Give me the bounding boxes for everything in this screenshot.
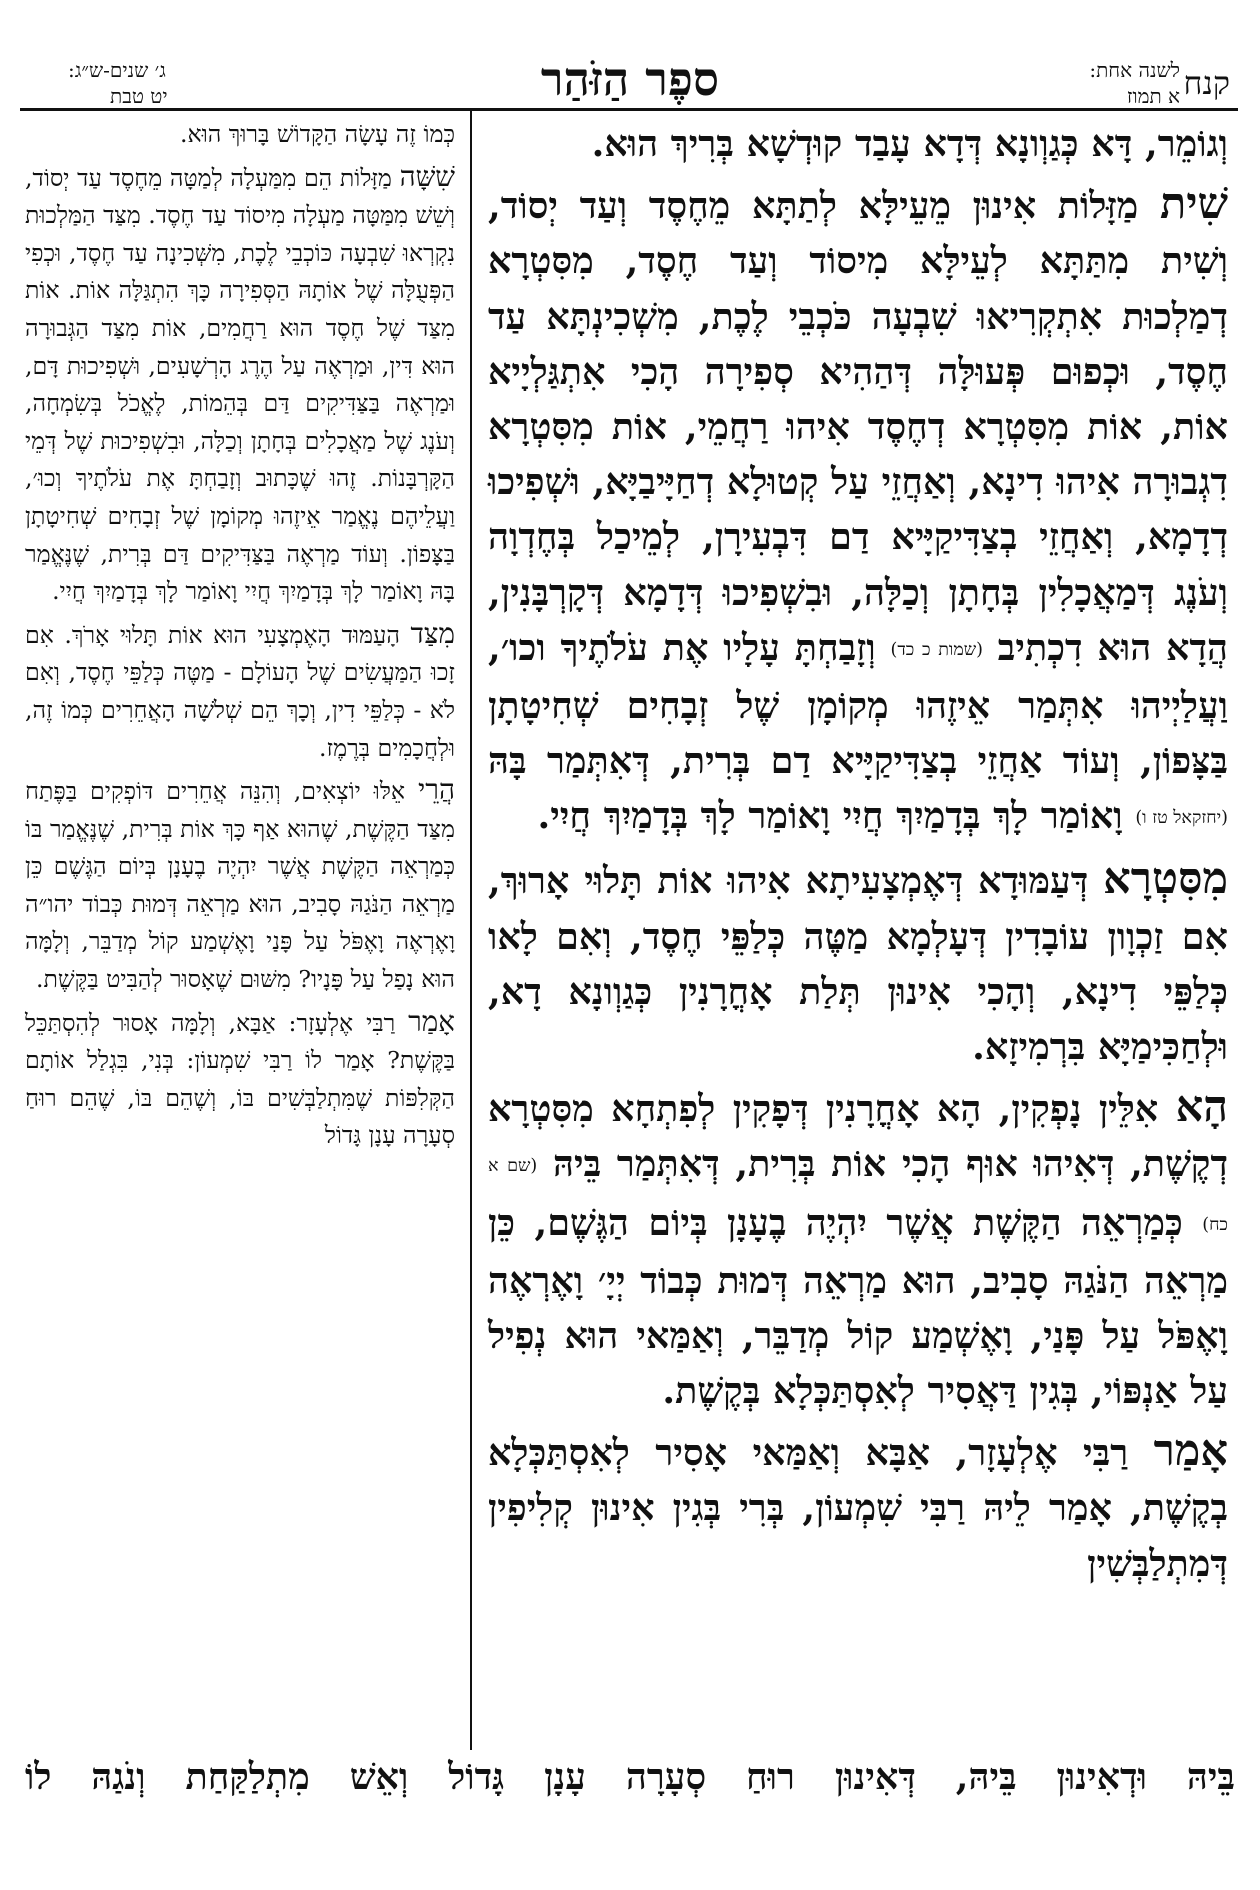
scripture-citation: (שם א כח) bbox=[488, 1156, 1228, 1235]
paragraph-lead-word: הֲרֵי bbox=[418, 773, 455, 807]
paragraph-lead-word: שִׁית bbox=[1159, 179, 1228, 230]
header-rule bbox=[20, 108, 1238, 111]
scripture-citation: (שמות כ כד) bbox=[890, 639, 983, 660]
main-paragraph: אָמַר רַבִּי אֶלְעָזָר, אַבָּא וְאַמַּאי אָסִיר לְאִסְתַּכְּלָא בְקֶשֶׁת, אָמַר לֵיהּ רַבִּי שִׁמְעוֹן, בְּרִי בְּגִין אִינוּן קְלִיפִין דְּמִתְלַבְּשִׁין bbox=[488, 1426, 1228, 1585]
main-paragraph: מִסִּטְרָא דְּעַמּוּדָא דְּאֶמְצָעִיתָא אִיהוּ אוֹת תָּלוּי אָרוּךְ, אִם זַכְוָון עוֹבָדִין דְּעָלְמָא מַטֶּה כְּלַפֵּי חֶסֶד, וְאִם לָאו כְּלַפֵּי דִינָא, וְהָכִי אִינוּן תְּלַת אָחֳרָנִין כְּגַוְונָא דָא, וּלְחַכִּימַיָּא בִּרְמִיזָא. bbox=[488, 854, 1228, 1069]
translation-paragraph: מִצַּד הָעַמּוּד הָאֶמְצָעִי הוּא אוֹת תָּלוּי אָרֹךְ. אִם זָכוּ הַמַּעֲשִׂים שֶׁל הָעוֹלָם - מַטֶּה כְּלַפֵּי חֶסֶד, וְאִם לֹא - כְּלַפֵּי דִין, וְכָךְ הֵם שְׁלֹשָׁה הָאֲחֵרִים כְּמוֹ זֶה, וּלְחֲכָמִים בְּרֶמֶז. bbox=[25, 616, 455, 762]
header-cycle-value: יט טבת bbox=[110, 84, 168, 108]
scripture-citation: (יחזקאל טז ו) bbox=[1135, 808, 1228, 829]
translation-paragraph: הֲרֵי אֵלּוּ יוֹצְאִים, וְהִנֵּה אֲחֵרִים דּוֹפְקִים בַּפֶּתַח מִצַּד הַקֶּשֶׁת, שֶׁהוּא אַף כָּךְ אוֹת בְּרִית, שֶׁנֶּאֱמַר בּוֹ כְּמַרְאֵה הַקֶּשֶׁת אֲשֶׁר יִהְיֶה בֶעָנָן בְּיוֹם הַגֶּשֶׁם כֵּן מַרְאֵה הַנֹּגַהּ סָבִיב, הוּא מַרְאֵה דְּמוּת כְּבוֹד יהו״ה וָאֶרְאֶה וָאֶפֹּל עַל פָּנַי וָאֶשְׁמַע קוֹל מְדַבֵּר, וְלָמָּה הוּא נָפַל עַל פָּנָיו? מִשּׁוּם שֶׁאָסוּר לְהַבִּיט בַּקֶּשֶׁת. bbox=[25, 773, 455, 994]
paragraph-lead-word: אָמַר bbox=[1153, 1426, 1228, 1477]
main-paragraph: וְגוֹמֵר, דָּא כְּגַוְונָא דְּדָא עָבַד קוּדְשָׁא בְּרִיךְ הוּא. bbox=[591, 122, 1228, 165]
main-paragraph: שִׁית מַזָּלוֹת אִינוּן מֵעֵילָּא לְתַתָּא מֵחֶסֶד וְעַד יְסוֹד, וְשִׁית מִתַּתָּא לְעֵילָּא מִיסוֹד וְעַד חֶסֶד, מִסִּטְרָא דְמַלְכוּת אִתְקְרִיאוּ שִׁבְעָה כֹּכְבֵי לֶכֶת, מִשְׁכִינְתָּא עַד חֶסֶד, וּכְפוּם פְּעוּלָּה דְּהַהִיא סְפִירָה הָכִי אִתְגַּלְיָיא אוֹת, אוֹת מִסִּטְרָא דְחֶסֶד אִיהוּ רַחֲמֵי, אוֹת מִסִּטְרָא דִגְבוּרָה אִיהוּ דִינָא, וְאַחֲזֵי עַל קְטוּלָא דְחַיָּיבַיָּא, וּשְׁפִיכוּ דְדָמָא, וְאַחֲזֵי בְצַדִּיקַיָּיא דַם דִּבְעִירָן, לְמֵיכַל בְּחֶדְוָה וְעֹנֶג דְּמַאֲכָלִין בְּחָתָן וְכַלָּה, וּבִשְׁפִיכוּ דְּדָמָא דְּקָרְבָּנִין, הֲדָא הוּא דִכְתִיב (שמות כ כד) וְזָבַחְתָּ עָלָיו אֶת עֹלֹתֶיךָ וכו׳, וַעֲלַיְיהוּ אִתְּמַר אֵיזֶהוּ מְקוֹמָן שֶׁל זְבָחִים שְׁחִיטָתָן בַּצָּפוֹן, וְעוֹד אַחֲזֵי בְצַדִּיקַיָּיא דַם בְּרִית, דְּאִתְּמַר בָּהּ (יחזקאל טז ו) וָאוֹמַר לָךְ בְּדָמַיִךְ חֲיִי וָאוֹמַר לָךְ בְּדָמַיִךְ חֲיִי. bbox=[488, 179, 1228, 838]
paragraph-lead-word: הָא bbox=[1175, 1082, 1228, 1133]
main-paragraph: הָא אִלֵּין נָפְקִין, הָא אָחֳרָנִין דְּפָקִין לְפִתְחָא מִסִּטְרָא דְקֶשֶׁת, דְּאִיהוּ אוּף הָכִי אוֹת בְּרִית, דְּאִתְּמַר בֵּיהּ (שם א כח) כְּמַרְאֵה הַקֶּשֶׁת אֲשֶׁר יִהְיֶה בֶעָנָן בְּיוֹם הַגֶּשֶׁם, כֵּן מַרְאֵה הַנֹּגַהּ סָבִיב, הוּא מַרְאֵה דְּמוּת כְּבוֹד יְיָ׳ וָאֶרְאֶה וָאֶפֹּל עַל פָּנַי, וָאֶשְׁמַע קוֹל מְדַבֵּר, וְאַמַּאי הוּא נְפִיל עַל אַנְפּוֹי, בְּגִין דַּאֲסִיר לְאִסְתַּכְּלָא בְּקֶשֶׁת. bbox=[488, 1082, 1228, 1413]
translation-column bbox=[25, 116, 455, 1159]
header-cycle-label: ג׳ שנים-ש״ג: bbox=[68, 58, 166, 82]
paragraph-lead-word: מִצַּד bbox=[410, 616, 455, 650]
column-divider bbox=[470, 110, 472, 1750]
paragraph-lead-word: מִסִּטְרָא bbox=[1103, 854, 1228, 905]
page-number: קנח bbox=[1183, 64, 1230, 102]
book-title: ספֶר הַזֹּהַר bbox=[540, 52, 720, 106]
translation-paragraph: שִׁשָּׁה מַזָּלוֹת הֵם מִמַּעְלָה לְמַטָּה מֵחֶסֶד עַד יְסוֹד, וְשֵׁשׁ מִמַּטָּה מַעְלָה מִיסוֹד עַד חֶסֶד. מִצַּד הַמַּלְכוּת נִקְרְאוּ שִׁבְעָה כּוֹכְבֵי לֶכֶת, מִשְּׁכִינָה עַד חֶסֶד, וּכְפִי הַפְּעֻלָּה שֶׁל אוֹתָהּ הַסְּפִירָה כָּךְ הִתְגַּלָּה אוֹת. אוֹת מִצַּד שֶׁל חֶסֶד הוּא רַחֲמִים, אוֹת מִצַּד הַגְּבוּרָה הוּא דִּין, וּמַרְאֶה עַל הֶרֶג הָרְשָׁעִים, וּשְׁפִיכוּת דָּם, וּמַרְאֶה בַּצַּדִּיקִים דַּם בְּהֵמוֹת, לֶאֱכֹל בְּשִׂמְחָה, וְעֹנֶג שֶׁל מַאֲכָלִים בְּחָתָן וְכַלָּה, וּבִשְׁפִיכוּת שֶׁל דְּמֵי הַקָּרְבָּנוֹת. זֶהוּ שֶׁכָּתוּב וְזָבַחְתָּ אֶת עֹלֹתֶיךָ וְכוּ׳, וַעֲלֵיהֶם נֶאֱמַר אֵיזֶהוּ מְקוֹמָן שֶׁל זְבָחִים שְׁחִיטָתָן בַּצָּפוֹן. וְעוֹד מַרְאֶה בַּצַּדִּיקִים דַּם בְּרִית, שֶׁנֶּאֱמַר בָּהּ וָאוֹמַר לָךְ בְּדָמַיִךְ חֲיִי וָאוֹמַר לָךְ בְּדָמַיִךְ חֲיִי. bbox=[25, 159, 455, 606]
header-date-label: לשנה אחת: bbox=[1089, 58, 1180, 82]
translation-paragraph: כְּמוֹ זֶה עָשָׂה הַקָּדוֹשׁ בָּרוּךְ הוּא. bbox=[180, 120, 455, 148]
paragraph-lead-word: שִׁשָּׁה bbox=[399, 159, 455, 193]
header-date-value: א תמוז bbox=[1126, 84, 1180, 108]
translation-paragraph: אָמַר רַבִּי אֶלְעָזָר: אַבָּא, וְלָמָּה אָסוּר לְהִסְתַּכֵּל בַּקֶּשֶׁת? אָמַר לוֹ רַבִּי שִׁמְעוֹן: בְּנִי, בִּגְלַל אוֹתָם הַקְּלִפּוֹת שֶׁמִּתְלַבְּשִׁים בּוֹ, וְשֶׁהֵם בּוֹ, שֶׁהֵם רוּחַ סְעָרָה עָנָן גָּדוֹל bbox=[25, 1004, 455, 1150]
main-text-column bbox=[488, 116, 1228, 1597]
bottom-continuation-line: בֵּיהּ וּדְאִינוּן בֵּיהּ, דְּאִינוּן רוּחַ סְעָרָה עָנָן גָּדוֹל וְאֵשׁ מִתְלַקַּחַת וְנֹגַהּ לוֹ bbox=[25, 1755, 1235, 1798]
paragraph-lead-word: אָמַר bbox=[408, 1004, 455, 1038]
